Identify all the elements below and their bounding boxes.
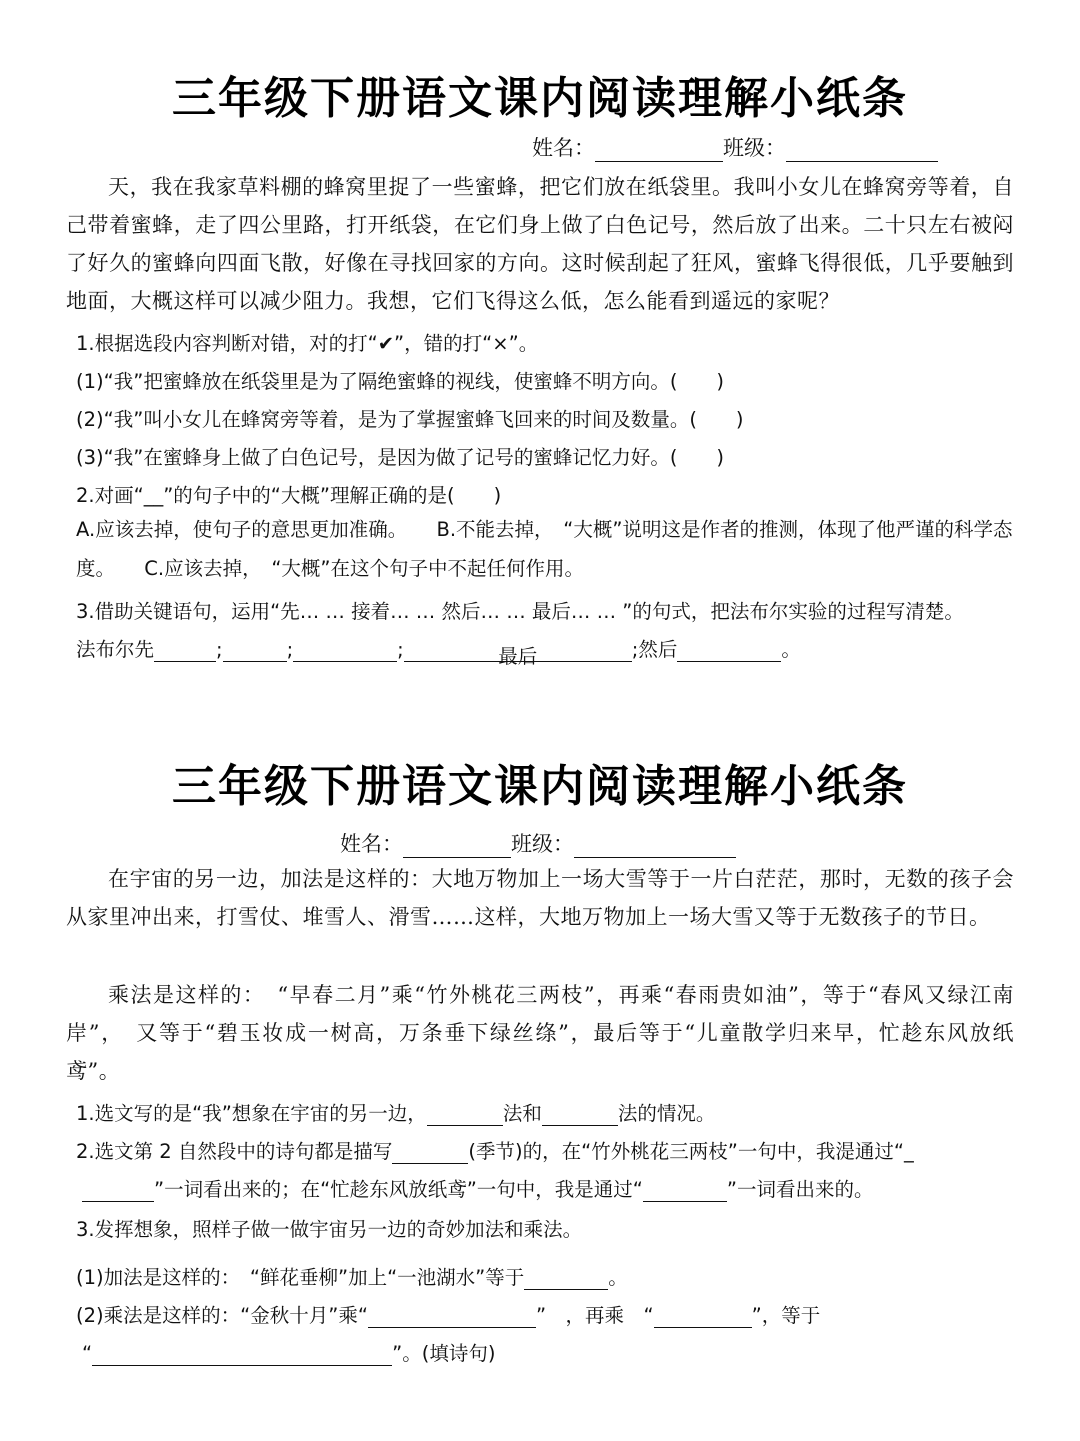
student-info-line (532, 132, 938, 162)
class-field[interactable] (786, 139, 938, 162)
name-field[interactable] (403, 835, 511, 858)
question-1-text: 1.选文写的是“我”想象在宇宙的另一边， (76, 1102, 427, 1125)
period: 。 (781, 638, 801, 661)
question-1-text: 法的情况。 (617, 1102, 716, 1125)
then-label: ;然后 (631, 638, 678, 661)
class-label: 班级： (723, 136, 786, 160)
answer-blank[interactable] (82, 1181, 154, 1202)
question-2: 2.对画“__”的句子中的“大概”理解正确的是( ) (76, 484, 502, 507)
question-1-text: 法和 (502, 1102, 542, 1125)
answer-blank-3[interactable] (293, 641, 397, 662)
question-3-answer-line (76, 634, 801, 668)
question-3-text: ”。(填诗句) (392, 1342, 496, 1365)
question-3: 3.借助关键语句，运用“先… … 接着… … 然后… … 最后… … ”的句式，把法布尔实验的过程写清楚。 (76, 600, 964, 623)
question-3-text: (1)加法是这样的： “鲜花垂柳”加上“一池湖水”等于 (76, 1266, 525, 1289)
question-2-text: (季节)的，在“竹外桃花三两枝”一句中，我湜通过“_ (468, 1140, 914, 1163)
answer-blank[interactable] (654, 1307, 752, 1328)
question-3-item-2 (76, 1300, 820, 1328)
class-label: 班级： (511, 832, 574, 856)
answer-blank[interactable] (392, 1143, 468, 1164)
question-3-text: ” ，再乘 “ (535, 1304, 654, 1327)
reading-passage: 天，我在我家草料棚的蜂窝里捉了一些蜜蜂，把它们放在纸袋里。我叫小女儿在蜂窝旁等着，自己带着蜜蜂，走了四公里路，打开纸袋，在它们身上做了白色记号，然后放了出来。二十只左右被闷了好久的蜜蜂向四面飞散，好像在寻找回家的方向。这时候刮起了狂风，蜜蜂飞得很低，几乎要触到地面，大概这样可以减少阻力。我想，它们飞得这么低，怎么能看到遥远的家呢？ (66, 175, 1014, 313)
name-field[interactable] (595, 139, 723, 162)
page-title: 三年级下册语文课内阅读理解小纸条 (172, 73, 908, 124)
question-1-item-1: (1)“我”把蜜蜂放在纸袋里是为了隔绝蜜蜂的视线，使蜜蜂不明方向。( ) (76, 370, 725, 393)
question-1-item-3: (3)“我”在蜜蜂身上做了白色记号，是因为做了记号的蜜蜂记忆力好。( ) (76, 446, 725, 469)
question-1: 1.根据选段内容判断对错，对的打“✔”，错的打“×”。 (76, 332, 539, 355)
question-1 (76, 1098, 715, 1126)
answer-blank[interactable] (524, 1269, 608, 1290)
question-2 (76, 1136, 914, 1164)
answer-blank-4[interactable] (404, 641, 632, 668)
question-3-text: (2)乘法是这样的：“金秋十月”乘“ (76, 1304, 368, 1327)
question-3-text: ”，等于 (751, 1304, 821, 1327)
reading-paragraph-2: 乘法是这样的： “早春二月”乘“竹外桃花三两枝”，再乘“春雨贵如油”，等于“春风又绿江南岸”， 又等于“碧玉妆成一树高，万条垂下绿丝绦”，最后等于“儿童散学归来早，忙趁东风放纸鸢”。 (66, 983, 1014, 1083)
question-2-continued (82, 1174, 874, 1202)
answer-blank[interactable] (92, 1345, 392, 1366)
answer-blank[interactable] (368, 1307, 536, 1328)
student-info-line (340, 828, 736, 858)
separator: ; (216, 638, 223, 661)
quote-mark: “ (82, 1342, 93, 1365)
answer-blank[interactable] (542, 1105, 618, 1126)
answer-blank[interactable] (427, 1105, 503, 1126)
separator: ; (397, 638, 404, 661)
answer-blank-5[interactable] (677, 641, 781, 662)
separator: ; (286, 638, 294, 661)
question-3: 3.发挥想象，照样子做一做宇宙另一边的奇妙加法和乘法。 (76, 1218, 583, 1241)
answer-blank-1[interactable] (154, 641, 216, 662)
page-title: 三年级下册语文课内阅读理解小纸条 (172, 761, 908, 812)
question-2-options: A.应该去掉，使句子的意思更加准确。 B.不能去掉， “大概”说明这是作者的推测，体现了他严谨的科学态度。 C.应该去掉， “大概”在这个句子中不起任何作用。 (76, 518, 1013, 580)
question-2-text: ”一词看出来的；在“忙趁东风放纸鸢”一句中，我是通过“ (154, 1178, 643, 1201)
reading-paragraph-1: 在宇宙的另一边，加法是这样的：大地万物加上一场大雪等于一片白茫茫，那时，无数的孩子会从家里冲出来，打雪仗、堆雪人、滑雪……这样，大地万物加上一场大雪又等于无数孩子的节日。 (66, 867, 1014, 929)
name-label: 姓名： (340, 832, 403, 856)
question-2-text: 2.选文第 2 自然段中的诗句都是描写 (76, 1140, 393, 1163)
answer-blank-2[interactable] (223, 641, 287, 662)
last-label: 最后 (498, 645, 538, 668)
question-3-item-1 (76, 1262, 628, 1290)
question-1-item-2: (2)“我”叫小女儿在蜂窝旁等着，是为了掌握蜜蜂飞回来的时间及数量。( ) (76, 408, 744, 431)
question-2-text: ”一词看出来的。 (726, 1178, 874, 1201)
name-label: 姓名： (532, 136, 595, 160)
class-field[interactable] (574, 835, 736, 858)
answer-prefix: 法布尔先 (76, 638, 155, 661)
period: 。 (608, 1266, 628, 1289)
question-3-item-2-continued (82, 1338, 495, 1366)
answer-blank[interactable] (643, 1181, 727, 1202)
